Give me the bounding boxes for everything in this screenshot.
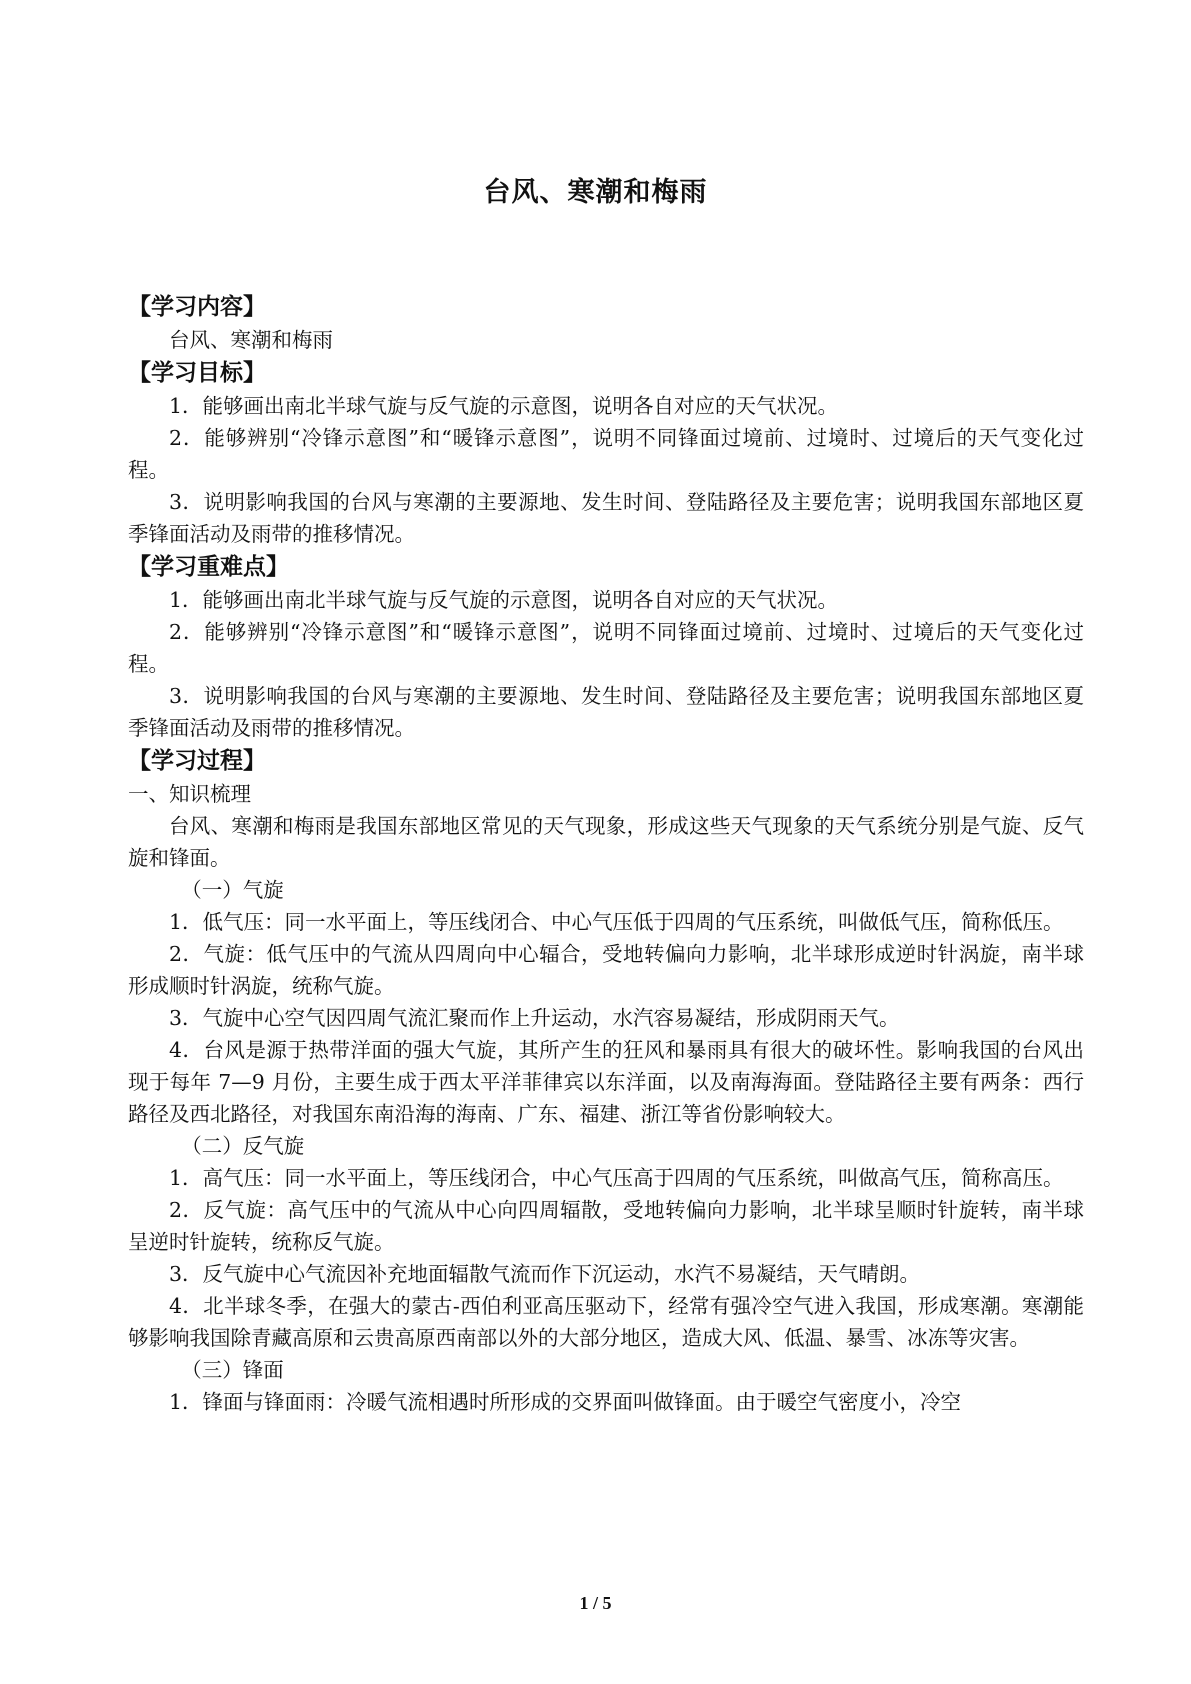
anticyclone-item-2: 2．反气旋：高气压中的气流从中心向四周辐散，受地转偏向力影响，北半球呈顺时针旋转，南半球呈逆时针旋转，统称反气旋。 <box>128 1198 1084 1254</box>
key-point-item-3: 3．说明影响我国的台风与寒潮的主要源地、发生时间、登陆路径及主要危害；说明我国东部地区夏季锋面活动及雨带的推移情况。 <box>128 684 1084 740</box>
anticyclone-item-3: 3．反气旋中心气流因补充地面辐散气流而作下沉运动，水汽不易凝结，天气晴朗。 <box>169 1262 921 1286</box>
cyclone-label: （一）气旋 <box>181 878 284 902</box>
goal-item-2: 2．能够辨别“冷锋示意图”和“暖锋示意图”，说明不同锋面过境前、过境时、过境后的天气变化过程。 <box>128 426 1084 482</box>
goal-item-1: 1．能够画出南北半球气旋与反气旋的示意图，说明各自对应的天气状况。 <box>169 394 839 418</box>
section-heading-process: 【学习过程】 <box>128 748 266 774</box>
page-number: 1 / 5 <box>579 1593 612 1613</box>
cyclone-item-2: 2．气旋：低气压中的气流从四周向中心辐合，受地转偏向力影响，北半球形成逆时针涡旋，南半球形成顺时针涡旋，统称气旋。 <box>128 942 1084 998</box>
section-heading-key-points: 【学习重难点】 <box>128 554 289 580</box>
key-point-item-1: 1．能够画出南北半球气旋与反气旋的示意图，说明各自对应的天气状况。 <box>169 588 839 612</box>
key-point-item-2: 2．能够辨别“冷锋示意图”和“暖锋示意图”，说明不同锋面过境前、过境时、过境后的天气变化过程。 <box>128 620 1084 676</box>
document-title: 台风、寒潮和梅雨 <box>483 177 708 208</box>
cyclone-item-4: 4．台风是源于热带洋面的强大气旋，其所产生的狂风和暴雨具有很大的破坏性。影响我国的台风出现于每年 7—9 月份，主要生成于西太平洋菲律宾以东洋面，以及南海海面。登陆路径主要有两条：西行路径及西北路径，对我国东南沿海的海南、广东、福建、浙江等省份影响较大。 <box>128 1038 1084 1126</box>
cyclone-item-1: 1．低气压：同一水平面上，等压线闭合、中心气压低于四周的气压系统，叫做低气压，简称低压。 <box>169 910 1064 934</box>
anticyclone-item-1: 1．高气压：同一水平面上，等压线闭合，中心气压高于四周的气压系统，叫做高气压，简称高压。 <box>169 1166 1064 1190</box>
document-body <box>128 290 1084 1418</box>
front-label: （三）锋面 <box>181 1358 284 1382</box>
process-intro: 台风、寒潮和梅雨是我国东部地区常见的天气现象，形成这些天气现象的天气系统分别是气旋、反气旋和锋面。 <box>128 814 1084 870</box>
section-heading-content: 【学习内容】 <box>128 294 266 320</box>
anticyclone-label: （二）反气旋 <box>181 1134 305 1158</box>
section-heading-goals: 【学习目标】 <box>128 360 266 386</box>
anticyclone-item-4: 4．北半球冬季，在强大的蒙古-西伯利亚高压驱动下，经常有强冷空气进入我国，形成寒潮。寒潮能够影响我国除青藏高原和云贵高原西南部以外的大部分地区，造成大风、低温、暴雪、冰冻等灾害。 <box>128 1294 1084 1350</box>
front-item-1: 1．锋面与锋面雨：冷暖气流相遇时所形成的交界面叫做锋面。由于暖空气密度小，冷空 <box>169 1390 962 1414</box>
goal-item-3: 3．说明影响我国的台风与寒潮的主要源地、发生时间、登陆路径及主要危害；说明我国东部地区夏季锋面活动及雨带的推移情况。 <box>128 490 1084 546</box>
cyclone-item-3: 3．气旋中心空气因四周气流汇聚而作上升运动，水汽容易凝结，形成阴雨天气。 <box>169 1006 900 1030</box>
content-text: 台风、寒潮和梅雨 <box>169 328 333 352</box>
process-subheading: 一、知识梳理 <box>128 782 251 806</box>
